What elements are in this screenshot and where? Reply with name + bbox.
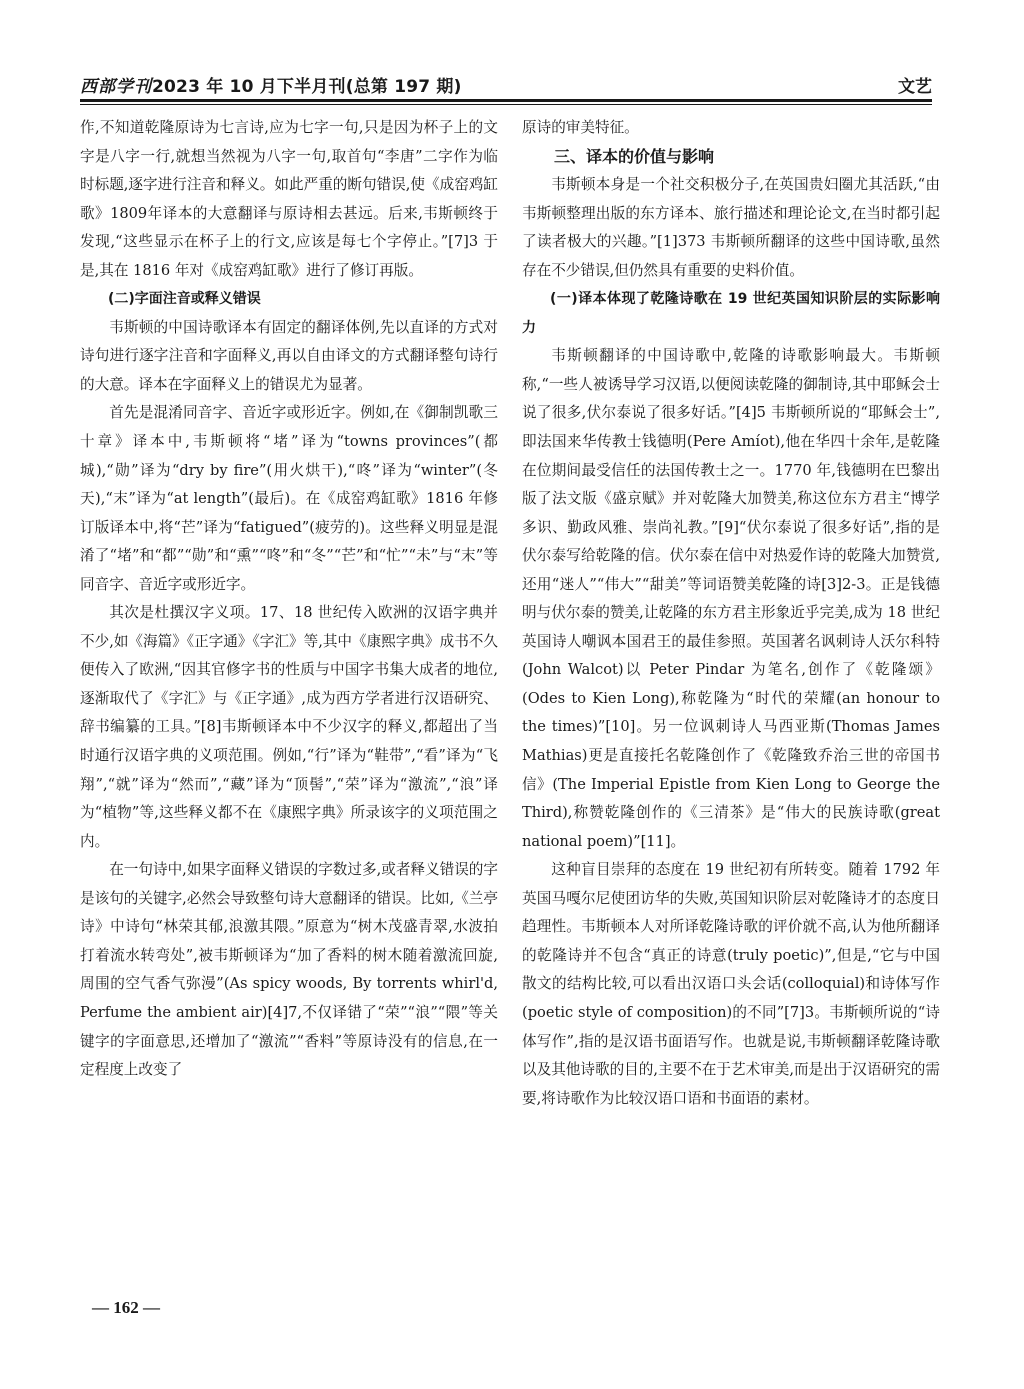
subsection-heading: (一)译本体现了乾隆诗歌在 19 世纪英国知识阶层的实际影响力 — [522, 291, 940, 336]
right-column — [522, 114, 940, 1334]
header-rule-thin — [80, 104, 932, 105]
paragraph: 这种盲目崇拜的态度在 19 世纪初有所转变。随着 1792 年英国马嘎尔尼使团访华的失败,英国知识阶层对乾隆诗才的态度日趋理性。韦斯顿本人对所译乾隆诗歌的评价就不高,认为他所翻译的乾隆诗并不包含“真正的诗意(truly poetic)”,但是,“它与中国散文的结构比较,可以看出汉语口头会话(colloquial)和诗体写作(poetic style of composition)的不同”[7]3。韦斯顿所说的“诗体写作”,指的是汉语书面语写作。也就是说,韦斯顿翻译乾隆诗歌以及其他诗歌的目的,主要不在于艺术审美,而是出于汉语研究的需要,将诗歌作为比较汉语口语和书面语的素材。 — [522, 861, 940, 1107]
running-header — [80, 68, 932, 102]
paragraph: 在一句诗中,如果字面释义错误的字数过多,或者释义错误的字是该句的关键字,必然会导致整句诗大意翻译的错误。比如,《兰亭诗》中诗句“林荣其郁,浪激其隈。”原意为“树木茂盛青翠,水波拍打着流水转弯处”,被韦斯顿译为“加了香料的树木随着激流回旋,周围的空气香气弥漫”(As spicy woods, By torrents whirl'd, Perfume the ambient air)[4]7,不仅译错了“荣”“浪”“隈”等关键字的字面意思,还增加了“激流”“香料”等原诗没有的信息,在一定程度上改变了 — [80, 861, 498, 1079]
section-name: 文艺 — [898, 77, 932, 97]
issue-info: 2023 年 10 月下半月刊(总第 197 期) — [152, 77, 462, 97]
subsection-heading: (二)字面注音或释义错误 — [108, 291, 261, 308]
section-heading: 三、译本的价值与影响 — [554, 146, 715, 166]
left-column — [80, 114, 498, 1304]
paragraph: 韦斯顿翻译的中国诗歌中,乾隆的诗歌影响最大。韦斯顿称,“一些人被诱导学习汉语,以便阅读乾隆的御制诗,其中耶稣会士说了很多,伏尔泰说了很多好话。”[4]5 韦斯顿所说的“耶稣会士”,即法国来华传教士钱德明(Pere Amíot),他在华四十余年,是乾隆在位期间最受信任的法国传教士之一。1770 年,钱德明在巴黎出版了法文版《盛京赋》并对乾隆大加赞美,称这位东方君主“博学多识、勤政风雅、崇尚礼教。”[9]“伏尔泰说了很多好话”,指的是伏尔泰写给乾隆的信。伏尔泰在信中对热爱作诗的乾隆大加赞赏,还用“迷人”“伟大”“甜美”等词语赞美乾隆的诗[3]2-3。正是钱德明与伏尔泰的赞美,让乾隆的东方君主形象近乎完美,成为 18 世纪英国诗人嘲讽本国君王的最佳参照。英国著名讽刺诗人沃尔科特(John Walcot)以 Peter Pindar 为笔名,创作了《乾隆颂》(Odes to Kien Long),称乾隆为“时代的荣耀(an honour to the times)”[10]。另一位讽刺诗人马西亚斯(Thomas James Mathias)更是直接托名乾隆创作了《乾隆致乔治三世的帝国书信》(The Imperial Epistle from Kien Long to George the Third),称赞乾隆创作的《三清茶》是“伟大的民族诗歌(great national poem)”[11]。 — [522, 347, 940, 850]
page-number: — 162 — — [92, 1298, 160, 1317]
paragraph: 原诗的审美特征。 — [522, 119, 639, 136]
paragraph: 韦斯顿的中国诗歌译本有固定的翻译体例,先以直译的方式对诗句进行逐字注音和字面释义,再以自由译文的方式翻译整句诗行的大意。译本在字面释义上的错误尤为显著。 — [80, 318, 498, 393]
paragraph: 作,不知道乾隆原诗为七言诗,应为七字一句,只是因为杯子上的文字是八字一行,就想当然视为八字一句,取首句“李唐”二字作为临时标题,逐字进行注音和释义。如此严重的断句错误,使《成窑鸡缸歌》1809年译本的大意翻译与原诗相去甚远。后来,韦斯顿终于发现,“这些显示在杯子上的行文,应该是每七个字停止。”[7]3 于是,其在 1816 年对《成窑鸡缸歌》进行了修订再版。 — [80, 119, 498, 279]
journal-issue-line — [80, 72, 462, 97]
paragraph: 其次是杜撰汉字义项。17、18 世纪传入欧洲的汉语字典并不少,如《海篇》《正字通》《字汇》等,其中《康熙字典》成书不久便传入了欧洲,“因其官修字书的性质与中国字书集大成者的地位,逐渐取代了《字汇》与《正字通》,成为西方学者进行汉语研究、辞书编纂的工具。”[8]韦斯顿译本中不少汉字的释义,都超出了当时通行汉语字典的义项范围。例如,“行”译为“鞋带”,“看”译为“飞翔”,“就”译为“然而”,“藏”译为“顶髻”,“荣”译为“激流”,“浪”译为“植物”等,这些释义都不在《康熙字典》所录该字的义项范围之内。 — [80, 604, 498, 850]
paragraph: 韦斯顿本身是一个社交积极分子,在英国贵妇圈尤其活跃,“由韦斯顿整理出版的东方译本、旅行描述和理论论文,在当时都引起了读者极大的兴趣。”[1]373 韦斯顿所翻译的这些中国诗歌,虽然存在不少错误,但仍然具有重要的史料价值。 — [522, 176, 940, 279]
journal-logo: 西部学刊 — [80, 77, 152, 97]
paragraph: 首先是混淆同音字、音近字或形近字。例如,在《御制凯歌三十章》译本中,韦斯顿将“堵”译为“towns provinces”(都城),“勋”译为“dry by fire”(用火烘干),“咚”译为“winter”(冬天),“末”译为“at length”(最后)。在《成窑鸡缸歌》1816 年修订版译本中,将“芒”译为“fatigued”(疲劳的)。这些释义明显是混淆了“堵”和“都”“勋”和“熏”“咚”和“冬”“芒”和“忙”“未”与“末”等同音字、音近字或形近字。 — [80, 404, 498, 593]
header-rule-thick — [80, 99, 932, 102]
